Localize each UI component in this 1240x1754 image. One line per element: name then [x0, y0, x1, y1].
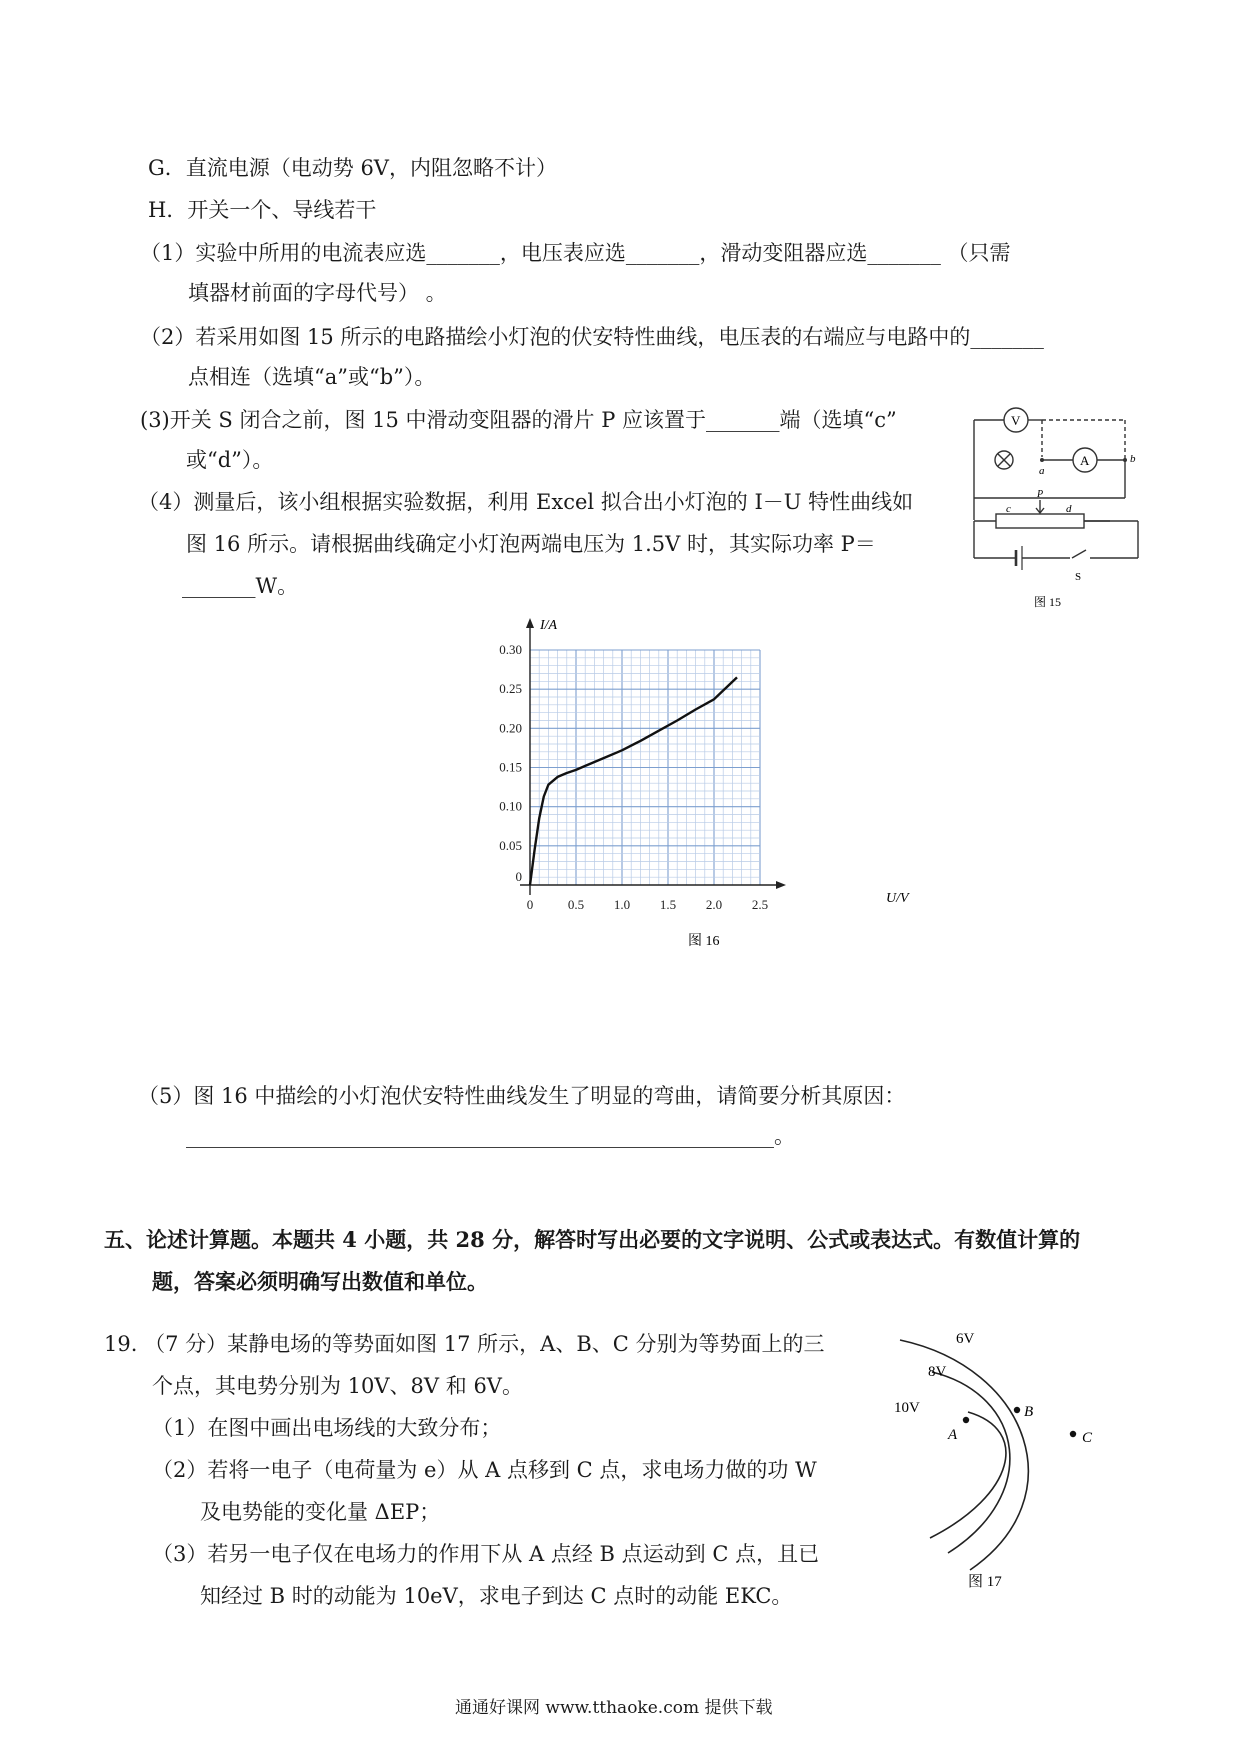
- potential-6v-label: 6V: [956, 1331, 975, 1347]
- figure-17-caption: 图 17: [968, 1574, 1002, 1590]
- item-g: G．直流电源（电动势 6V，内阻忽略不计）: [148, 156, 557, 180]
- node-d-label: d: [1066, 503, 1072, 515]
- y-tick-label: 0.05: [499, 837, 522, 853]
- potential-8v-label: 8V: [928, 1364, 947, 1380]
- figure-16-chart: [480, 610, 920, 950]
- y-tick-label: 0: [515, 869, 522, 884]
- q19-part2-line2: 及电势能的变化量 ΔEP；: [200, 1500, 441, 1524]
- section-5-heading: 五、论述计算题。本题共 4 小题，共 28 分，解答时写出必要的文字说明、公式或表达式。有数值计算的: [104, 1227, 1081, 1252]
- slider-p-label: P: [1037, 489, 1044, 500]
- q1-line2: 填器材前面的字母代号） 。: [188, 281, 447, 305]
- q1-line1: （1）实验中所用的电流表应选_______，电压表应选_______，滑动变阻器应选_______ （只需: [140, 241, 1011, 265]
- point-a-label: A: [948, 1427, 958, 1443]
- q5-line2: ________________________________________________________。: [186, 1124, 795, 1148]
- node-b-label: b: [1130, 453, 1136, 465]
- q19-line2: 个点，其电势分别为 10V、8V 和 6V。: [152, 1374, 523, 1398]
- section-5-heading-cont: 题，答案必须明确写出数值和单位。: [152, 1269, 488, 1294]
- q19-part3-line2: 知经过 B 时的动能为 10eV，求电子到达 C 点时的动能 EKC。: [200, 1584, 793, 1608]
- x-tick-label: 1.0: [613, 897, 631, 912]
- x-tick-label: 2.5: [751, 897, 769, 912]
- q5-line1: （5）图 16 中描绘的小灯泡伏安特性曲线发生了明显的弯曲，请简要分析其原因：: [138, 1084, 906, 1108]
- y-tick-label: 0.15: [499, 759, 522, 775]
- figure-17-equipotentials: [880, 1320, 1140, 1600]
- figure-15-caption: 图 15: [1034, 595, 1062, 609]
- q19-part2-line1: （2）若将一电子（电荷量为 e）从 A 点移到 C 点，求电场力做的功 W: [152, 1458, 817, 1482]
- point-b-label: B: [1024, 1404, 1034, 1420]
- node-a-label: a: [1039, 465, 1045, 477]
- q19-part1: （1）在图中画出电场线的大致分布；: [152, 1416, 502, 1440]
- figure-16-caption: 图 16: [688, 934, 720, 949]
- q2-line2: 点相连（选填“a”或“b”）。: [188, 365, 436, 389]
- ammeter-label: A: [1080, 453, 1090, 468]
- x-axis-label: U/V: [886, 891, 909, 906]
- y-axis-arrow: [526, 618, 534, 628]
- q2-line1: （2）若采用如图 15 所示的电路描绘小灯泡的伏安特性曲线，电压表的右端应与电路中的_______: [140, 325, 1044, 349]
- y-tick-label: 0.10: [499, 798, 522, 814]
- y-tick-label: 0.20: [499, 720, 522, 736]
- figure-15-circuit: [960, 400, 1150, 610]
- q4-line2: 图 16 所示。请根据曲线确定小灯泡两端电压为 1.5V 时，其实际功率 P＝: [186, 532, 876, 556]
- x-tick-label: 0.5: [567, 897, 585, 912]
- x-tick-label: 0: [526, 897, 534, 912]
- node-c-label: c: [1006, 503, 1011, 515]
- q4-line1: （4）测量后，该小组根据实验数据，利用 Excel 拟合出小灯泡的 I－U 特性曲线如: [138, 490, 914, 514]
- y-tick-label: 0.30: [499, 642, 522, 657]
- q4-line3: _______W。: [182, 574, 299, 598]
- x-axis-arrow: [776, 881, 786, 889]
- switch-s-label: S: [1075, 571, 1082, 583]
- y-tick-label: 0.25: [499, 681, 522, 697]
- potential-10v-label: 10V: [894, 1400, 920, 1416]
- point-c-label: C: [1082, 1430, 1093, 1446]
- x-tick-label: 2.0: [705, 897, 723, 912]
- footer: 通通好课网 www.tthaoke.com 提供下载: [455, 1698, 773, 1718]
- q3-line2: 或“d”）。: [186, 448, 274, 472]
- q3-line1: (3)开关 S 闭合之前，图 15 中滑动变阻器的滑片 P 应该置于_______端（选填“c”: [140, 408, 897, 432]
- voltmeter-label: V: [1011, 413, 1021, 428]
- q19-line1: 19. （7 分）某静电场的等势面如图 17 所示，A、B、C 分别为等势面上的三: [104, 1332, 825, 1356]
- item-h: H．开关一个、导线若干: [148, 198, 377, 222]
- x-tick-label: 1.5: [659, 897, 677, 912]
- q19-part3-line1: （3）若另一电子仅在电场力的作用下从 A 点经 B 点运动到 C 点，且已: [152, 1542, 820, 1566]
- y-axis-label: I/A: [540, 618, 558, 633]
